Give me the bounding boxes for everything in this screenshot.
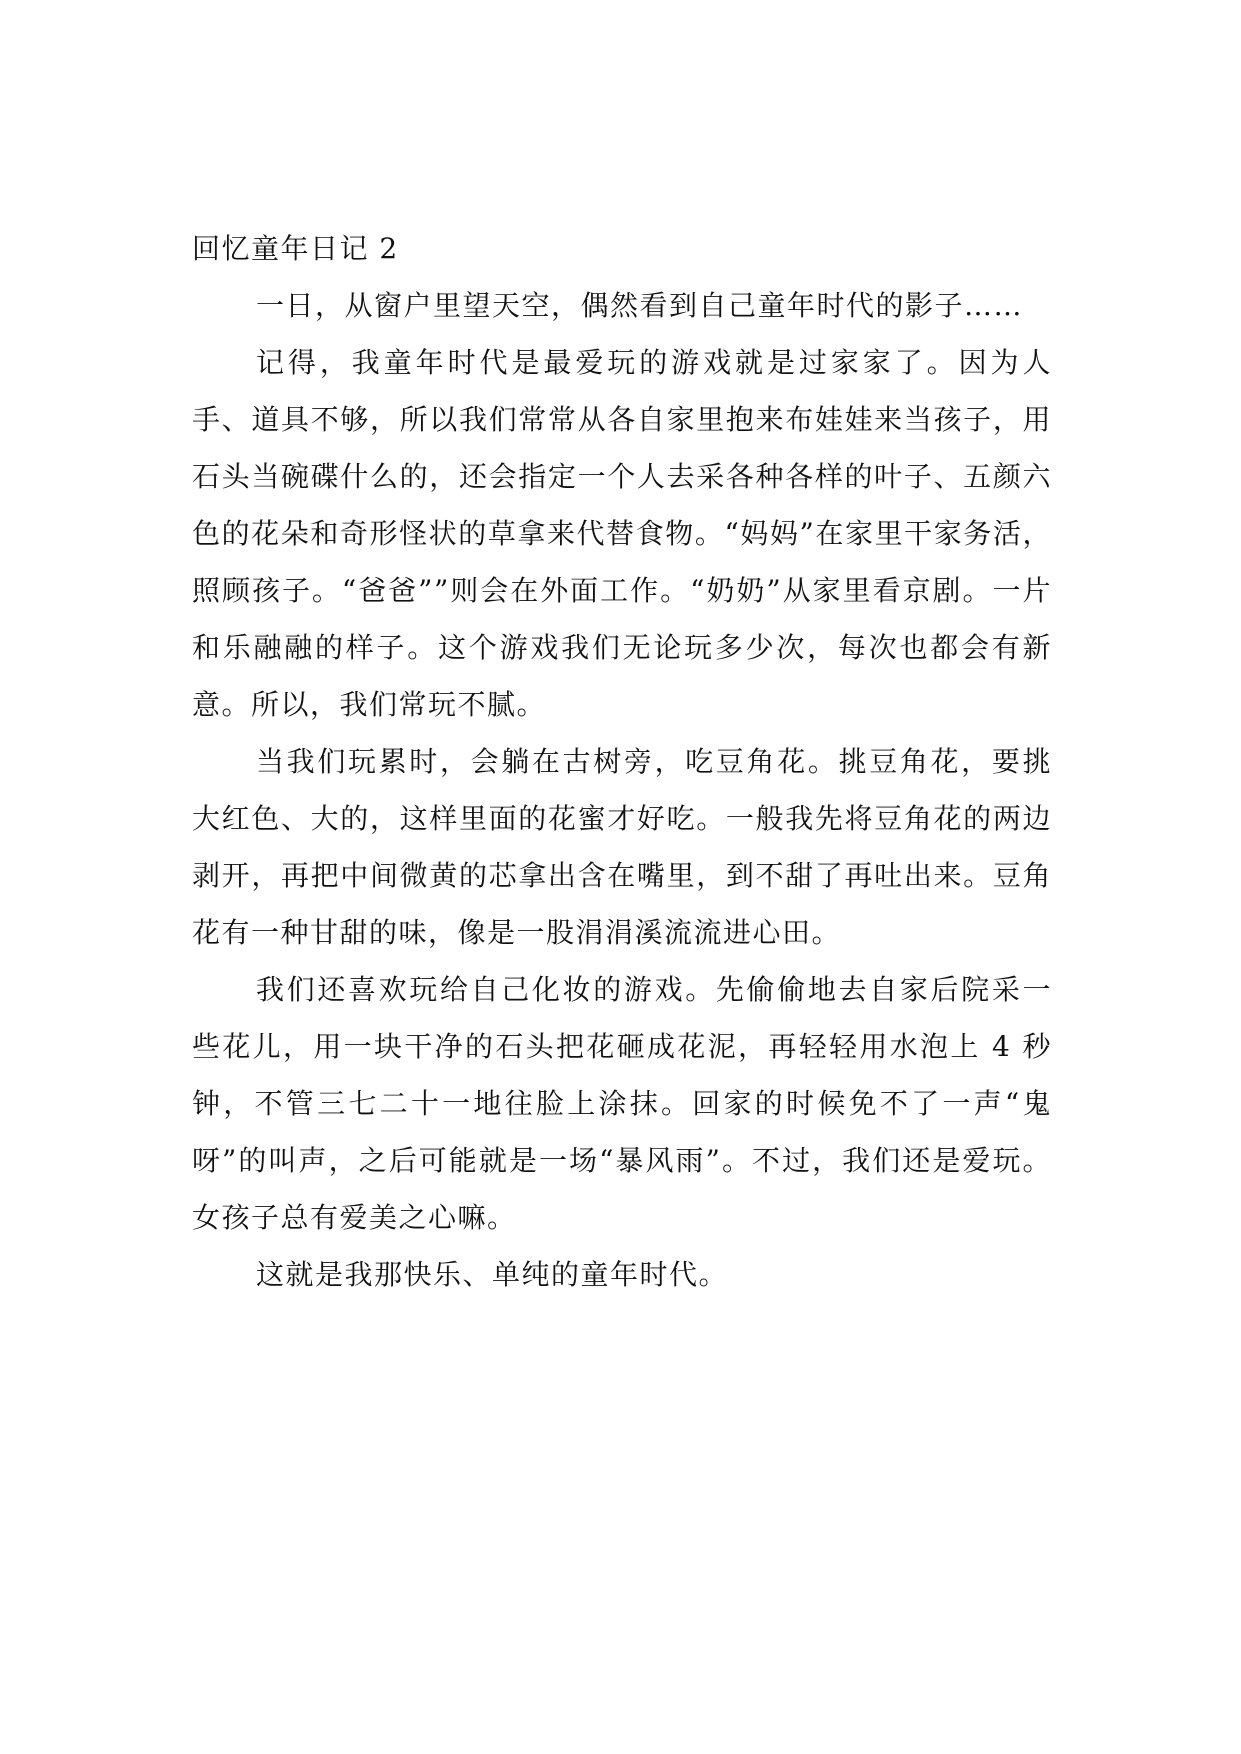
- paragraph-makeup-game: 我们还喜欢玩给自己化妆的游戏。先偷偷地去自家后院采一些花儿，用一块干净的石头把花砸成花泥，再轻轻用水泡上 4 秒钟，不管三七二十一地往脸上涂抹。回家的时候免不了一声“鬼呀”的叫声，之后可能就是一场“暴风雨”。不过，我们还是爱玩。女孩子总有爱美之心嘛。: [192, 973, 1052, 1234]
- paragraph-intro: 一日，从窗户里望天空，偶然看到自己童年时代的影子……: [256, 289, 1024, 322]
- paragraph-bean-flowers: 当我们玩累时，会躺在古树旁，吃豆角花。挑豆角花，要挑大红色、大的，这样里面的花蜜才好吃。一般我先将豆角花的两边剥开，再把中间微黄的芯拿出含在嘴里，到不甜了再吐出来。豆角花有一种甘甜的味，像是一股涓涓溪流流进心田。: [192, 745, 1052, 949]
- document-body: [192, 220, 1052, 1303]
- document-title: 回忆童年日记 2: [192, 232, 399, 265]
- paragraph-conclusion: 这就是我那快乐、单纯的童年时代。: [256, 1258, 729, 1291]
- paragraph-playing-house: 记得，我童年时代是最爱玩的游戏就是过家家了。因为人手、道具不够，所以我们常常从各自家里抱来布娃娃来当孩子，用石头当碗碟什么的，还会指定一个人去采各种各样的叶子、五颜六色的花朵和奇形怪状的草拿来代替食物。“妈妈”在家里干家务活，照顾孩子。“爸爸””则会在外面工作。“奶奶”从家里看京剧。一片和乐融融的样子。这个游戏我们无论玩多少次，每次也都会有新意。所以，我们常玩不腻。: [192, 346, 1052, 721]
